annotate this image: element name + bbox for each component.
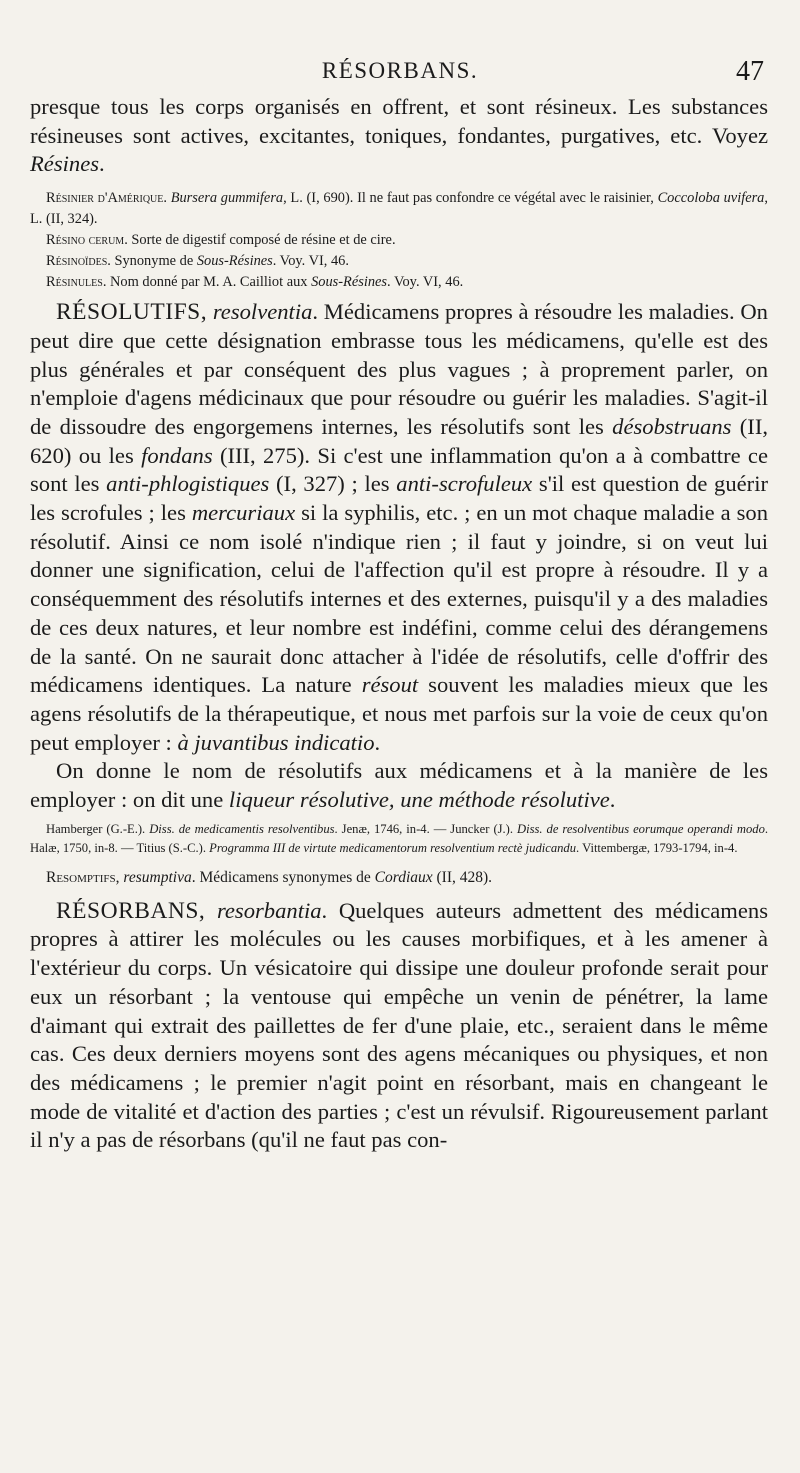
biblio-text: . Jenæ, 1746, in-4. — Juncker (J.). [334, 821, 518, 836]
entry-xref: Sous-Résines [196, 253, 273, 270]
entry-text: Nom donné par M. A. Cailliot aux [106, 274, 312, 291]
entry-term: Résinules. [46, 274, 107, 291]
entry-latin: Coccoloba uvifera [657, 190, 765, 207]
xref: anti-phlogistiques [106, 471, 270, 497]
entry-text: . Voy. VI, 46. [272, 253, 349, 270]
entry-xref: Sous-Résines [311, 274, 388, 291]
resorbans-paragraph [30, 897, 768, 1155]
body-text: s'il est question de guérir les scrofules ; les [30, 471, 769, 526]
headword: RÉSORBANS, [56, 897, 206, 924]
entry-text: , L. (I, 690). Il ne faut pas confondre ce végétal avec le raisinier, [283, 190, 658, 207]
entry-term: Résino cerum. [46, 232, 128, 249]
biblio-author: Hamberger (G.-E.). [46, 821, 150, 836]
biblio-title: Programma III de virtute medicamentorum resolventium rectè judicandu [209, 840, 577, 855]
body-text: (II, 620) ou les [30, 413, 768, 468]
body-text: . [609, 787, 616, 813]
intro-paragraph [30, 93, 768, 179]
body-text: (III, 275). Si c'est une inflammation qu'on a à combattre ce sont les [30, 442, 768, 497]
body-text: . Quelques auteurs admettent des médicamens propres à attirer les molécules ou les causes morbifiques, et à les amener à l'extérieur du corps. Un vésicatoire qui dissipe une douleur profonde serait pour eux un résorbant ; la ventouse qui empêche un venin de pénétrer, la lame d'aimant qui extrait des paillettes de fer d'une plaie, etc., seraient dans le même cas. Ces deux derniers moyens sont des agens mécaniques ou physiques, et non des médicamens ; le premier n'agit point en résorbant, mais en changeant le mode de vitalité et d'action des parties ; c'est un révulsif. Rigoureusement parlant il n'y a pas de résorbans (qu'il ne faut pas con- [30, 897, 768, 1153]
entry-resino-cerum [30, 230, 768, 251]
headword: RÉSOLUTIFS, [56, 299, 208, 326]
resolutifs-paragraph-2 [30, 757, 768, 814]
bibliography [30, 820, 768, 858]
entry-term: Resomptifs, [46, 868, 120, 886]
page-number: 47 [736, 56, 764, 87]
entry-text: , L. (II, 324). [30, 190, 768, 228]
latin-term: resolventia [212, 299, 313, 325]
entry-resinules [30, 272, 768, 293]
entry-term: Résinoïdes. [46, 253, 111, 270]
body-text: On donne le nom de résolutifs aux médicamens et à la manière de les employer : on dit une [30, 758, 768, 813]
xref: mercuriaux [191, 500, 296, 526]
entry-xref: Cordiaux [374, 868, 433, 886]
body-text: souvent les maladies mieux que les agens résolutifs de la thérapeutique, et nous met parfois sur la voie de ceux qu'on peut employer : [30, 672, 768, 755]
entry-term: Résinier d'Amérique. [46, 190, 167, 207]
xref: anti-scrofuleux [396, 471, 533, 497]
biblio-text: . Vittembergæ, 1793-1794, in-4. [576, 840, 738, 855]
entry-latin: Bursera gummifera [170, 190, 284, 207]
body-text: si la syphilis, etc. ; en un mot chaque maladie a son résolutif. Ainsi ce nom isolé n'indique rien ; il faut y joindre, si on veut lui donner une signification, celui de l'affection qu'il est propre à résoudre. Il y a conséquemment des résolutifs internes et des externes, puisqu'il y a des maladies de ces deux natures, et leur nombre est indéfini, comme celui des dérangemens de la santé. On ne saurait donc attacher à l'idée de résolutifs, celle d'offrir des médicamens identiques. La nature [30, 500, 768, 698]
entry-text: Synonyme de [110, 253, 197, 270]
emphasis: liqueur résolutive, une méthode résolutive [228, 787, 610, 813]
entry-text: . Médicamens synonymes de [191, 868, 375, 886]
intro-xref: Résines [30, 151, 100, 177]
body-text: . [374, 729, 381, 755]
biblio-text: . Halæ, 1750, in-8. — Titius (S.-C.). [30, 821, 769, 855]
emphasis: résout [361, 672, 419, 698]
body-text: . Médicamens propres à résoudre les maladies. On peut dire que cette désignation embrasse tous les médicamens, qu'elle est des plus générales et par conséquent des plus vagues ; à proprement parler, on n'emploie d'agens médicinaux que pour résoudre ou guérir les maladies. S'agit-il de dissoudre des engorgemens internes, les résolutifs sont les [30, 299, 768, 439]
resolutifs-paragraph [30, 298, 768, 757]
intro-end: . [99, 151, 105, 177]
entry-text: Sorte de digestif composé de résine et de cire. [127, 232, 396, 249]
latin-term: resorbantia [216, 897, 322, 923]
entry-text: . Voy. VI, 46. [387, 274, 464, 291]
entry-resomptifs [30, 867, 768, 888]
running-header [0, 58, 800, 92]
biblio-title: Diss. de resolventibus eorumque operandi modo [517, 821, 765, 836]
text-column [30, 93, 768, 1155]
entry-latin: resumptiva [123, 868, 192, 886]
biblio-title: Diss. de medicamentis resolventibus [149, 821, 335, 836]
xref: fondans [141, 442, 213, 468]
entry-text: (II, 428). [432, 868, 493, 886]
body-text: (I, 327) ; les [269, 471, 397, 497]
intro-text: presque tous les corps organisés en offrent, et sont résineux. Les substances résineuses sont actives, excitantes, toniques, fondantes, purgatives, etc. Voyez [30, 94, 768, 148]
running-title: RÉSORBANS. [321, 58, 479, 83]
entry-resinoides [30, 251, 768, 272]
xref: désobstruans [612, 413, 732, 439]
entry-resinier [30, 188, 768, 230]
latin-phrase: à juvantibus indicatio [177, 729, 375, 755]
